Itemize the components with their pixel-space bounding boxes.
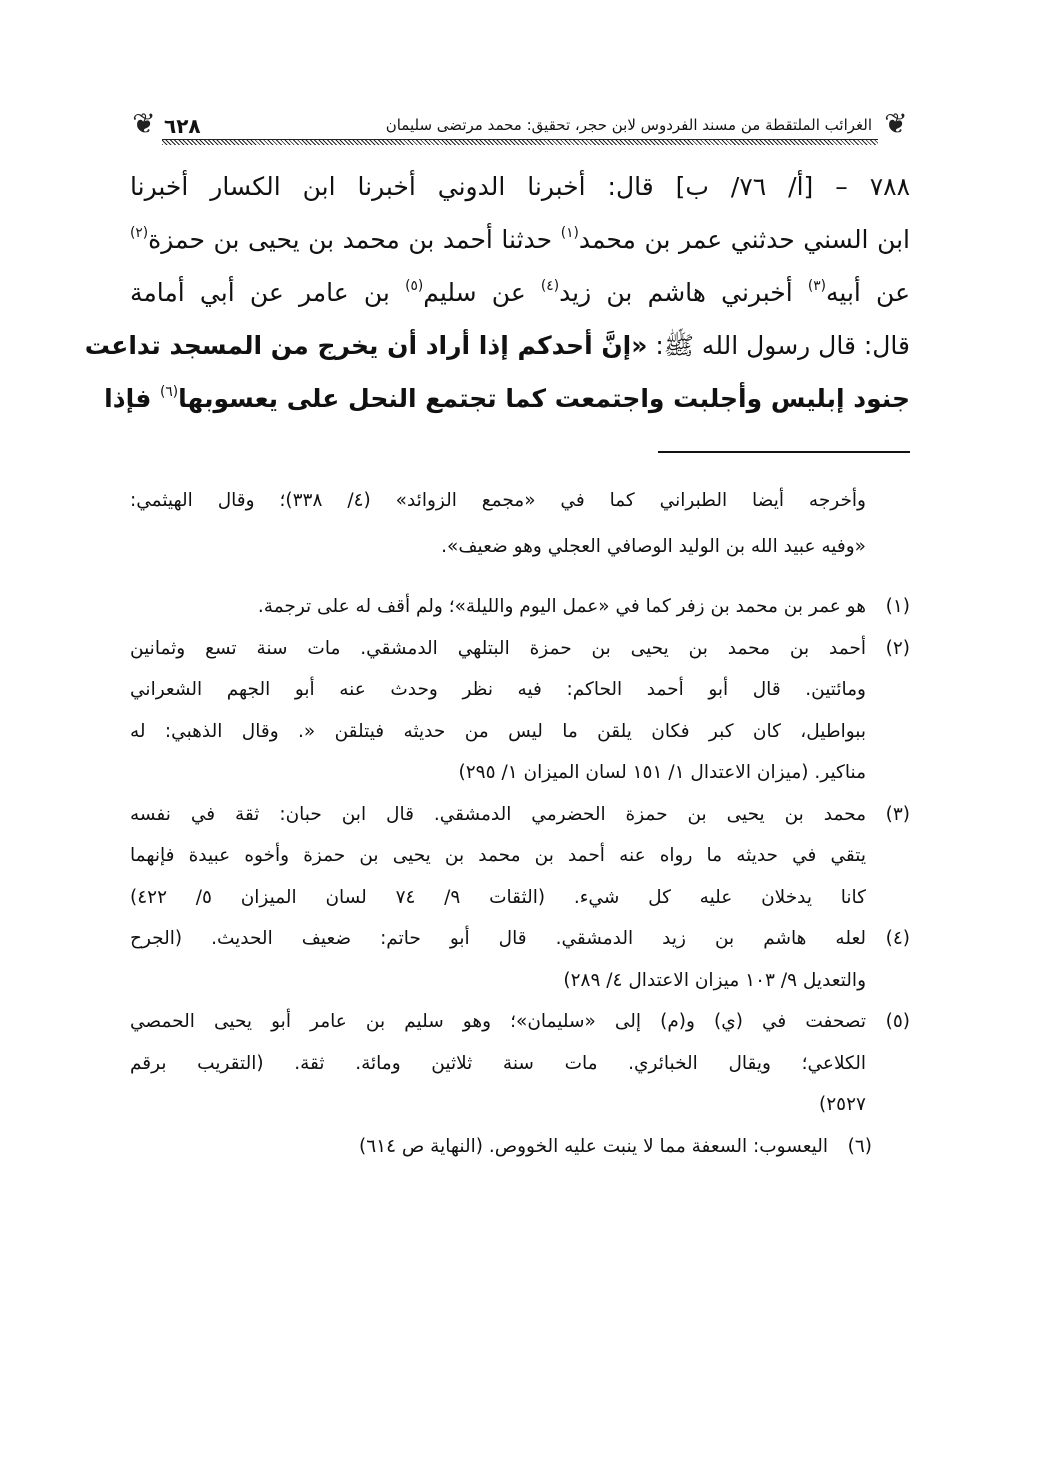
footnote-number: (٤) xyxy=(885,928,910,949)
text-segment: حدثنا أحمد بن محمد بن يحيى بن حمزة xyxy=(148,225,561,254)
footnote-line: ببواطيل، كان كبر فكان يلقن ما ليس من حديثه فيتلقن «. وقال الذهبي: له xyxy=(130,720,866,742)
footnote-line: «وفيه عبيد الله بن الوليد الوصافي العجلي وهو ضعيف». xyxy=(441,536,866,557)
footnote-number: (٥) xyxy=(885,1011,910,1032)
footnote-marker: (٢) xyxy=(130,225,149,241)
footnotes xyxy=(130,478,910,1167)
header-rule xyxy=(162,139,878,145)
text-segment: عن أبيه xyxy=(826,278,910,307)
footnote-line: ٢٥٢٧) xyxy=(819,1094,866,1115)
main-text-line xyxy=(130,213,910,266)
footnote-line: ومائتين. قال أبو أحمد الحاكم: فيه نظر وحدث عنه أبو الجهم الشعراني xyxy=(130,679,866,700)
footnote-line: وأخرجه أيضا الطبراني كما في «مجمع الزوائد» (٤/ ٣٣٨)؛ وقال الهيثمي: xyxy=(130,490,866,511)
text-segment: قال: قال رسول الله ﷺ: xyxy=(647,331,910,360)
ornament-left-icon: ❦ xyxy=(132,107,156,140)
footnote-marker: (٦) xyxy=(160,384,179,400)
footnote-line: اليعسوب: السعفة مما لا ينبت عليه الخووص. (النهاية ص ٦١٤) xyxy=(359,1135,828,1157)
footnote xyxy=(130,1001,910,1126)
text-segment: عن سليم xyxy=(423,278,541,307)
footnote-line: الكلاعي؛ ويقال الخبائري. مات سنة ثلاثين ومائة. ثقة. (التقريب برقم xyxy=(130,1052,866,1074)
footnote-line: أحمد بن محمد بن يحيى بن حمزة البتلهي الدمشقي. مات سنة تسع وثمانين xyxy=(130,637,866,659)
footnote-number: (٣) xyxy=(885,803,910,825)
footnote xyxy=(130,628,910,794)
ornament-right-icon: ❦ xyxy=(884,107,908,140)
page-number: ٦٢٨ xyxy=(164,114,201,138)
book-title: الغرائب الملتقطة من مسند الفردوس لابن حجر، تحقيق: محمد مرتضى سليمان xyxy=(385,116,872,134)
text-segment: بن عامر عن أبي أمامة xyxy=(130,278,406,307)
footnote-number: (١) xyxy=(885,596,910,617)
footnote-number: (٦) xyxy=(847,1135,872,1157)
text-segment: جنود إبليس وأجلبت واجتمعت كما تجتمع النحل على يعسوبها xyxy=(178,384,910,413)
footnote-line: تصحفت في (ي) و(م) إلى «سليمان»؛ وهو سليم بن عامر أبو يحيى الحمصي xyxy=(130,1011,866,1032)
text-segment: فإذا xyxy=(104,384,161,413)
footnote xyxy=(130,794,910,919)
footnote xyxy=(130,1126,912,1168)
main-text-line xyxy=(84,319,910,372)
footnote-line: هو عمر بن محمد بن زفر كما في «عمل اليوم والليلة»؛ ولم أقف له على ترجمة. xyxy=(257,596,866,617)
text-segment: ابن السني حدثني عمر بن محمد xyxy=(578,225,911,254)
footnote-number: (٢) xyxy=(885,637,910,659)
footnote-line: يتقي في حديثه ما رواه عنه أحمد بن محمد بن يحيى بن حمزة وأخوه عبيدة فإنهما xyxy=(130,845,866,866)
footnote-line: محمد بن يحيى بن حمزة الحضرمي الدمشقي. قال ابن حبان: ثقة في نفسه xyxy=(130,803,866,825)
main-text xyxy=(84,160,911,425)
main-text-line xyxy=(130,160,910,213)
footnote-marker: (٥) xyxy=(405,278,424,294)
text-segment: ٧٨٨ – [أ/ ٧٦/ ب] قال: أخبرنا الدوني أخبرنا ابن الكسار أخبرنا xyxy=(130,172,911,201)
footnote-line: كانا يدخلان عليه كل شيء. (الثقات ٩/ ٧٤ لسان الميزان ٥/ ٤٢٢) xyxy=(130,886,866,908)
text-segment: أخبرني هاشم بن زيد xyxy=(559,278,808,307)
footnote-continuation xyxy=(130,478,910,570)
footnote xyxy=(130,918,910,1001)
text-segment: «إنَّ أحدكم إذا أراد أن يخرج من المسجد تداعت xyxy=(84,331,648,360)
running-header xyxy=(128,104,912,146)
footnote-line: والتعديل ٩/ ١٠٣ ميزان الاعتدال ٤/ ٢٨٩) xyxy=(563,969,866,991)
footnote-line: مناكير. (ميزان الاعتدال ١/ ١٥١ لسان الميزان ١/ ٢٩٥) xyxy=(458,762,866,783)
main-text-line xyxy=(130,266,910,319)
footnote-marker: (٤) xyxy=(540,278,560,294)
footnote-line: لعله هاشم بن زيد الدمشقي. قال أبو حاتم: ضعيف الحديث. (الجرح xyxy=(130,928,866,949)
footnote xyxy=(130,586,910,628)
footnote-separator xyxy=(658,451,910,453)
footnote-marker: (٣) xyxy=(807,278,826,294)
main-text-line xyxy=(104,372,910,425)
footnote-marker: (١) xyxy=(560,225,579,241)
